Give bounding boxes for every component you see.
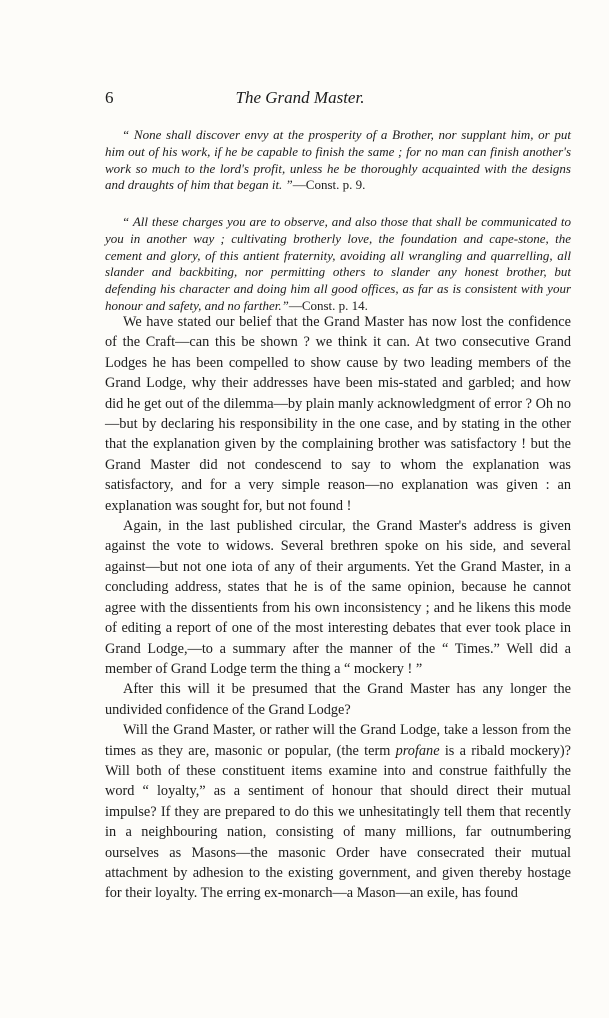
paragraph: After this will it be presumed that the Grand Master has any longer the undivided confidence of the Grand Lodge? [105,681,571,718]
page-number: 6 [105,88,114,107]
constitution-quote-2 [105,214,571,315]
quote-text: “ All these charges you are to observe, and also those that shall be communicated to you in another way ; cultivating brotherly love, the foundation and cape-stone, the cement and glory, of this antient fraternity, avoiding all wrangling and quarrelling, all slander and backbiting, nor permitting others to slander any honest brother, but defending his character and doing him all good offices, as far as is consistent with your honour and safety, and no farther.” [105,214,571,313]
body-text [105,312,571,904]
quote-text: “ None shall discover envy at the prosperity of a Brother, nor supplant him, or put him out of his work, if he be capable to finish the same ; for no man can finish another's work so much to the lord's profit, unless he be thoroughly acquainted with the designs and draughts of him that began it. ” [105,127,571,193]
quote-citation: —Const. p. 9. [292,177,366,193]
italic-term: profane [395,742,440,759]
paragraph: We have stated our belief that the Grand Master has now lost the confidence of the Craft—can this be shown ? we think it can. At two consecutive Grand Lodges he has been compelled to show cause by two leading members of the Grand Lodge, why their addresses have been mis-stated and garbled; and how did he get out of the dilemma—by plain manly acknowledgment of error ? Oh no—but by declaring his responsibility in the one case, and by stating in the other that the explanation given by the complaining brother was satisfactory ! but the Grand Master did not condescend to say to whom the explanation was satisfactory, and for a very simple reason—no explanation was given : an explanation was sought for, but not found ! [105,314,571,514]
page-header [105,88,495,110]
paragraph-text: Will the Grand Master, or rather will the Grand Lodge, take a lesson from the times as they are, masonic or popular, (the term [105,722,571,759]
running-title: The Grand Master. [235,88,365,107]
quote-citation: —Const. p. 14. [288,297,368,313]
paragraph-text: is a ribald mockery)? Will both of these constituent items examine into and construe faithfully the word “ loyalty,” as a sentiment of honour that should direct their mutual impulse? If they are prepared to do this we unhesitatingly tell them that recently in a neighbouring nation, consisting of many millions, far outnumbering ourselves as Masons—the masonic Order have consecrated their mutual attachment by adhesion to the existing government, and given thereby hostage for their loyalty. The erring ex-monarch—a Mason—an exile, has found [105,742,571,902]
paragraph [105,720,571,904]
paragraph: Again, in the last published circular, the Grand Master's address is given against the vote to widows. Several brethren spoke on his side, and several against—but not one iota of any of their arguments. Yet the Grand Master, in a concluding address, states that he is of the same opinion, because he cannot agree with the dissentients from his own inconsistency ; and he likens this mode of editing a report of one of the most interesting debates that ever took place in Grand Lodge,—to a summary after the manner of the “ Times.” Well did a member of Grand Lodge term the thing a “ mockery ! ” [105,518,571,677]
constitution-quote-1 [105,127,571,194]
